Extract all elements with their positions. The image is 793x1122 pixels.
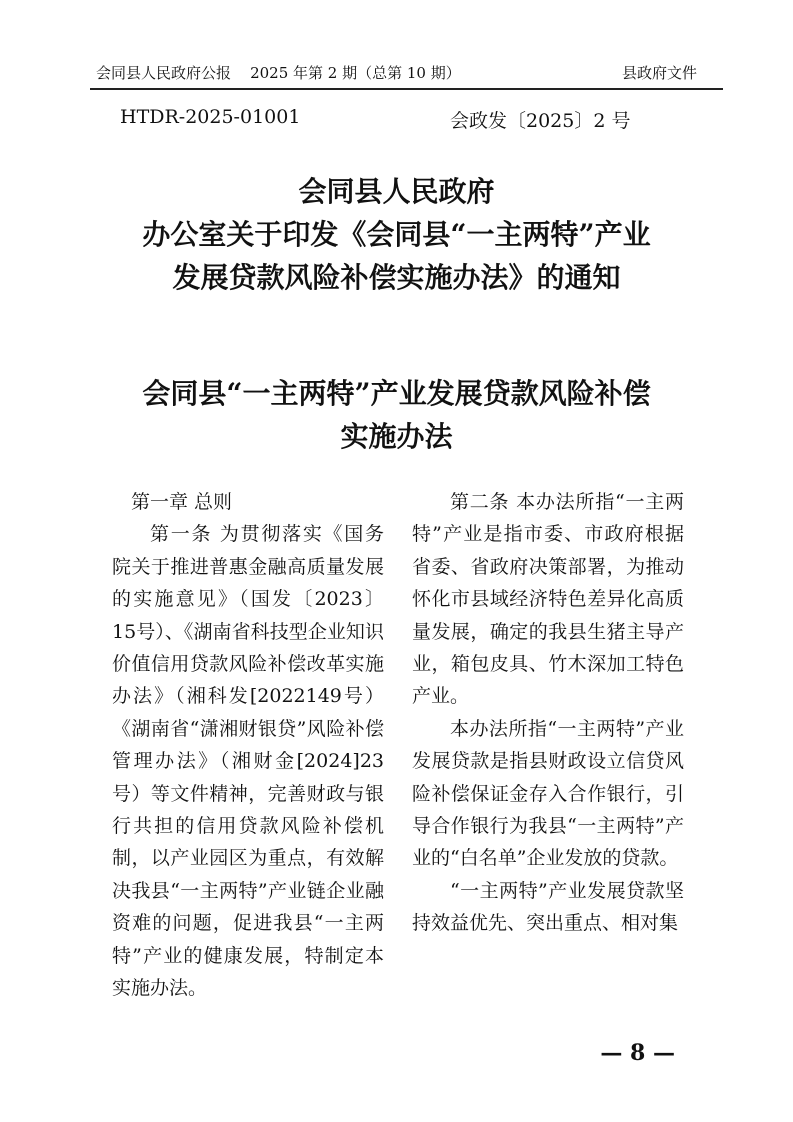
issuance-number: 会政发〔2025〕2 号 <box>450 110 631 132</box>
serial-number: HTDR-2025-01001 <box>120 106 301 128</box>
header-publication-issue <box>96 62 461 83</box>
publication-name: 会同县人民政府公报 <box>96 64 232 82</box>
notice-title-line-1: 会同县人民政府 <box>298 175 495 208</box>
principle-paragraph: “一主两特”产业发展贷款坚持效益优先、突出重点、相对集 <box>412 879 684 935</box>
notice-title-line-2: 办公室关于印发《会同县“一主两特”产业 <box>142 218 651 251</box>
chapter-heading: 第一章 总则 <box>131 491 233 513</box>
body-column-right <box>412 486 684 940</box>
body-column-left <box>112 486 384 1005</box>
measures-title <box>90 372 703 458</box>
notice-title-line-3: 发展贷款风险补偿实施办法》的通知 <box>172 261 621 294</box>
notice-title <box>90 170 703 299</box>
issue-label: 2025 年第 2 期（总第 10 期） <box>250 64 461 82</box>
header-divider <box>90 88 723 90</box>
measures-title-line-1: 会同县“一主两特”产业发展贷款风险补偿 <box>142 377 651 410</box>
loan-definition-paragraph: 本办法所指“一主两特”产业发展贷款是指县财政设立信贷风险补偿保证金存入合作银行，引导合作银行为我县“一主两特”产业的“白名单”企业发放的贷款。 <box>412 717 684 870</box>
article-2: 第二条 本办法所指“一主两特”产业是指市委、市政府根据省委、省政府决策部署，为推动怀化市县域经济特色差异化高质量发展，确定的我县生猪主导产业，箱包皮具、竹木深加工特色产业。 <box>412 491 684 708</box>
header-category: 县政府文件 <box>621 64 697 82</box>
page-number: — 8 — <box>600 1040 675 1066</box>
article-1: 第一条 为贯彻落实《国务院关于推进普惠金融高质量发展的实施意见》（国发〔2023〕15号）、《湖南省科技型企业知识价值信用贷款风险补偿改革实施办法》（湘科发[2022149号）《湖南省“潇湘财银贷”风险补偿管理办法》（湘财金[2024]23号）等文件精神，完善财政与银行共担的信用贷款风险补偿机制，以产业园区为重点，有效解决我县“一主两特”产业链企业融资难的问题，促进我县“一主两特”产业的健康发展，特制定本实施办法。 <box>112 523 384 1000</box>
measures-title-line-2: 实施办法 <box>340 420 453 453</box>
